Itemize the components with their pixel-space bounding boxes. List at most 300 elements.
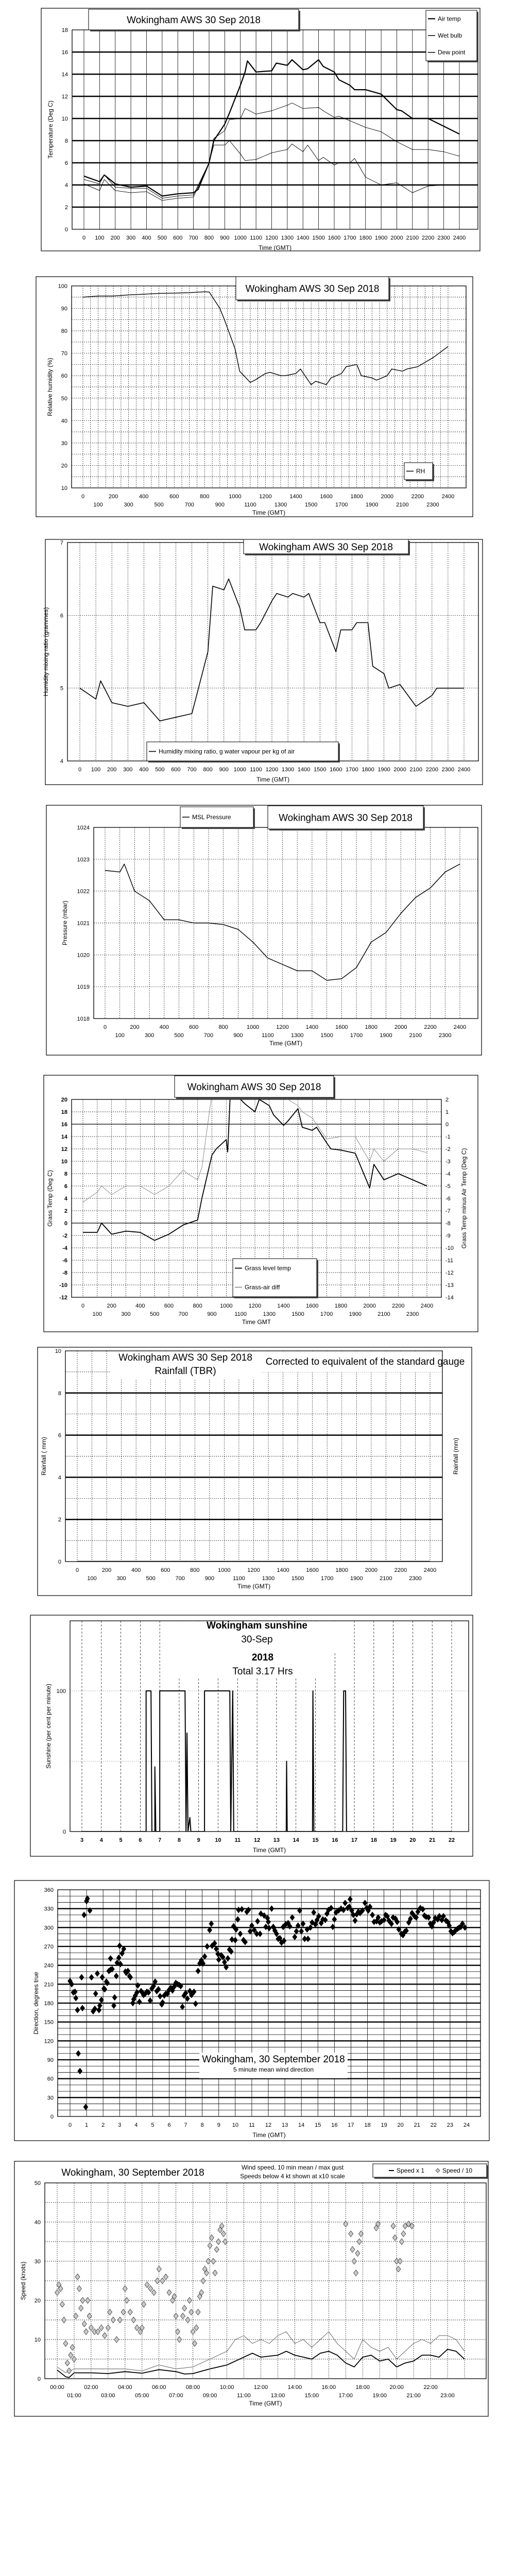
x-tick-label: 1000 [246, 1024, 260, 1030]
x-tick-label: 1400 [297, 235, 310, 241]
legend-label: Grass level temp [245, 1264, 291, 1272]
x-tick-label: 20 [409, 1837, 416, 1843]
x-tick-label: 16 [331, 2122, 338, 2128]
x-tick-label: 2100 [409, 1032, 422, 1039]
y-right-tick-label: -7 [445, 1208, 451, 1214]
x-tick-label: 10 [215, 1837, 221, 1843]
x-tick-label: 800 [218, 1024, 228, 1030]
x-tick-label: 1500 [314, 767, 327, 773]
chart-subtitle: Speeds below 4 kt shown at x10 scale [240, 2173, 345, 2180]
x-tick-label: 22 [448, 1837, 455, 1843]
x-tick-label: 19 [390, 1837, 397, 1843]
x-tick-label: 1700 [344, 235, 356, 241]
x-tick-label: 1200 [276, 1024, 289, 1030]
x-tick-label: 4 [134, 2122, 138, 2128]
y-tick-label: 10 [34, 2337, 41, 2343]
y-axis-label: Rainfall ( mm) [40, 1437, 47, 1476]
y-tick-label: 60 [47, 2076, 54, 2082]
chart-c5 [44, 1075, 478, 1332]
y-tick-label: 7 [60, 540, 63, 546]
y-tick-label: 14 [61, 72, 68, 78]
x-tick-label: 2300 [409, 1575, 422, 1582]
y-tick-label: 60 [61, 373, 67, 380]
x-tick-label: 700 [178, 1311, 188, 1317]
legend-label: Speed / 10 [442, 2167, 473, 2174]
chart-c1 [41, 8, 480, 251]
x-tick-label: 1500 [320, 1032, 333, 1039]
y-tick-label: 30 [34, 2259, 41, 2265]
x-tick-label: 500 [174, 1032, 184, 1039]
y-tick-label: 18 [61, 27, 68, 33]
x-tick-label: 13 [281, 2122, 288, 2128]
x-tick-label: 600 [171, 767, 181, 773]
y-axis-label: Direction, degrees true [32, 1972, 40, 2035]
x-tick-label: 20 [397, 2122, 404, 2128]
y-right-tick-label: -11 [445, 1258, 454, 1264]
x-tick-label: 800 [204, 235, 214, 241]
legend-label: RH [416, 467, 425, 475]
x-tick-label: 2400 [453, 1024, 467, 1030]
y-tick-label: 30 [61, 440, 67, 447]
legend-label: Wet bulb [438, 32, 462, 39]
y-right-axis-label: Grass Temp minus Air Temp (Deg C) [460, 1148, 468, 1249]
y-tick-label: 2 [64, 1208, 67, 1214]
x-tick-label: 19 [381, 2122, 387, 2128]
x-tick-label: 2300 [426, 502, 439, 508]
y-tick-label: 20 [34, 2298, 41, 2304]
x-tick-label: 14 [293, 1837, 299, 1843]
x-tick-label: 600 [169, 494, 179, 500]
x-tick-label: 1500 [304, 502, 318, 508]
x-tick-label: 0 [81, 1303, 85, 1309]
y-tick-label: 0 [50, 2114, 54, 2120]
x-tick-label: 600 [189, 1024, 199, 1030]
x-tick-label: 11 [234, 1837, 241, 1843]
y-tick-label: 10 [61, 116, 68, 122]
x-tick-label: 18 [364, 2122, 371, 2128]
x-tick-label: 24 [463, 2122, 470, 2128]
x-tick-label: 100 [87, 1575, 97, 1582]
x-tick-label: 400 [142, 235, 151, 241]
y-right-tick-label: -5 [445, 1183, 451, 1190]
x-tick-label: 300 [123, 767, 133, 773]
x-tick-label: 05:00 [135, 2393, 149, 2399]
y-right-tick-label: -10 [445, 1245, 454, 1251]
y-right-tick-label: -8 [445, 1221, 451, 1227]
x-tick-label: 1800 [350, 494, 363, 500]
x-tick-label: 1300 [263, 1311, 276, 1317]
x-tick-label: 19:00 [372, 2393, 387, 2399]
x-tick-label: 15 [312, 1837, 319, 1843]
y-tick-label: -4 [62, 1245, 67, 1251]
x-tick-label: 12:00 [253, 2384, 268, 2391]
x-tick-label: 2100 [409, 767, 422, 773]
x-tick-label: 200 [107, 1303, 116, 1309]
y-tick-label: 12 [61, 1146, 67, 1153]
x-tick-label: 1100 [250, 767, 262, 773]
x-tick-label: 2000 [393, 767, 406, 773]
x-tick-label: 10 [232, 2122, 238, 2128]
x-tick-label: 18 [370, 1837, 377, 1843]
y-tick-label: 4 [58, 1475, 61, 1481]
y-tick-label: 12 [61, 94, 68, 100]
x-axis-label: Time (GMT) [237, 1583, 271, 1590]
y-right-tick-label: -14 [445, 1295, 454, 1301]
x-tick-label: 500 [155, 767, 165, 773]
x-tick-label: 900 [233, 1032, 243, 1039]
x-tick-label: 9 [217, 2122, 220, 2128]
x-tick-label: 1400 [277, 1303, 290, 1309]
x-tick-label: 2400 [457, 767, 471, 773]
y-tick-label: 10 [55, 1348, 61, 1354]
x-tick-label: 0 [81, 494, 85, 500]
x-tick-label: 1900 [366, 502, 379, 508]
x-tick-label: 16 [332, 1837, 338, 1843]
x-tick-label: 800 [200, 494, 210, 500]
x-tick-label: 01:00 [67, 2393, 81, 2399]
y-tick-label: 70 [61, 350, 67, 357]
y-tick-label: 1020 [77, 952, 90, 959]
x-tick-label: 1 [85, 2122, 89, 2128]
y-tick-label: 0 [64, 1221, 67, 1227]
y-axis-label: Sunshine (per cent per minute) [45, 1684, 52, 1769]
x-tick-label: 20:00 [389, 2384, 404, 2391]
y-tick-label: 360 [44, 1887, 54, 1893]
x-tick-label: 400 [159, 1024, 169, 1030]
y-tick-label: 6 [64, 1183, 67, 1190]
x-tick-label: 9 [197, 1837, 200, 1843]
x-tick-label: 1100 [233, 1575, 245, 1582]
x-tick-label: 1100 [244, 502, 256, 508]
y-tick-label: -6 [62, 1258, 67, 1264]
y-tick-label: 4 [64, 182, 68, 189]
legend-label: Humidity mixing ratio, g water vapour per kg of air [159, 748, 295, 755]
x-tick-label: 500 [154, 502, 164, 508]
y-tick-label: 270 [44, 1944, 54, 1950]
y-tick-label: 16 [61, 49, 68, 56]
x-tick-label: 900 [207, 1311, 217, 1317]
chart-c3 [42, 539, 483, 785]
chart-title: Wokingham AWS 30 Sep 2018 [127, 15, 261, 26]
x-tick-label: 300 [126, 235, 136, 241]
x-tick-label: 2400 [423, 1567, 437, 1573]
x-tick-label: 1200 [259, 494, 272, 500]
y-tick-label: 40 [34, 2219, 41, 2226]
x-tick-label: 1000 [233, 767, 247, 773]
x-tick-label: 1900 [350, 1575, 363, 1582]
chart-c7 [30, 1615, 473, 1856]
y-tick-label: -12 [59, 1295, 67, 1301]
x-tick-label: 2100 [406, 235, 419, 241]
y-right-tick-label: -13 [445, 1282, 454, 1289]
y-tick-label: 90 [47, 2057, 54, 2063]
x-tick-label: 1600 [335, 1024, 348, 1030]
x-tick-label: 1600 [320, 494, 333, 500]
x-tick-label: 700 [188, 235, 198, 241]
x-tick-label: 15:00 [304, 2393, 319, 2399]
y-tick-label: 1018 [77, 1016, 90, 1022]
x-tick-label: 22:00 [423, 2384, 438, 2391]
chart-title: Wokingham AWS 30 Sep 2018 [279, 812, 413, 824]
x-tick-label: 400 [135, 1303, 145, 1309]
x-tick-label: 400 [139, 494, 149, 500]
x-tick-label: 2000 [365, 1567, 378, 1573]
x-tick-label: 3 [118, 2122, 122, 2128]
x-tick-label: 1200 [265, 235, 278, 241]
y-tick-label: 120 [44, 2038, 54, 2045]
x-tick-label: 0 [75, 1567, 79, 1573]
x-tick-label: 07:00 [168, 2393, 183, 2399]
x-tick-label: 2000 [363, 1303, 376, 1309]
x-tick-label: 1600 [330, 767, 342, 773]
chart-title: Wokingham AWS 30 Sep 2018 [118, 1352, 252, 1363]
x-tick-label: 14 [298, 2122, 305, 2128]
x-tick-label: 5 [151, 2122, 154, 2128]
x-tick-label: 12 [253, 1837, 261, 1843]
x-tick-label: 11:00 [237, 2393, 251, 2399]
chart-frame [14, 2161, 488, 2416]
y-tick-label: 90 [61, 306, 67, 312]
x-tick-label: 1900 [349, 1311, 362, 1317]
y-tick-label: 2 [58, 1517, 61, 1523]
x-tick-label: 17 [348, 2122, 354, 2128]
x-tick-label: 1300 [274, 502, 287, 508]
chart-c2 [36, 277, 473, 517]
x-tick-label: 1200 [265, 767, 279, 773]
x-tick-label: 2400 [453, 235, 466, 241]
x-tick-label: 2400 [420, 1303, 434, 1309]
y-tick-label: 1022 [77, 888, 90, 895]
x-tick-label: 1800 [359, 235, 372, 241]
x-tick-label: 800 [193, 1303, 202, 1309]
x-tick-label: 2300 [406, 1311, 419, 1317]
x-tick-label: 3 [80, 1837, 84, 1843]
chart-subtitle: Wind speed, 10 min mean / max gust [241, 2164, 344, 2171]
x-tick-label: 700 [187, 767, 197, 773]
x-tick-label: 700 [184, 502, 194, 508]
x-tick-label: 1500 [312, 235, 325, 241]
x-tick-label: 17:00 [338, 2393, 353, 2399]
x-tick-label: 2000 [394, 1024, 407, 1030]
x-tick-label: 2 [101, 2122, 105, 2128]
chart-subtitle: 5 minute mean wind direction [233, 2066, 314, 2073]
x-tick-label: 14:00 [287, 2384, 302, 2391]
x-tick-label: 13:00 [270, 2393, 285, 2399]
x-tick-label: 100 [95, 235, 105, 241]
x-axis-label: Time (GMT) [252, 1846, 286, 1854]
x-tick-label: 08:00 [185, 2384, 200, 2391]
x-tick-label: 2100 [380, 1575, 392, 1582]
y-tick-label: 6 [60, 613, 63, 619]
x-tick-label: 200 [130, 1024, 140, 1030]
x-tick-label: 10:00 [219, 2384, 234, 2391]
chart-date: 30-Sep [241, 1634, 273, 1645]
x-tick-label: 1800 [335, 1567, 348, 1573]
x-tick-label: 2200 [424, 1024, 437, 1030]
x-tick-label: 1000 [229, 494, 242, 500]
x-tick-label: 1600 [306, 1567, 319, 1573]
x-tick-label: 11 [249, 2122, 255, 2128]
y-tick-label: 40 [61, 418, 67, 425]
x-tick-label: 03:00 [101, 2393, 115, 2399]
y-right-tick-label: -12 [445, 1270, 454, 1276]
x-tick-label: 2100 [377, 1311, 390, 1317]
y-tick-label: 1021 [77, 920, 90, 927]
x-tick-label: 09:00 [202, 2393, 217, 2399]
x-tick-label: 100 [91, 767, 101, 773]
x-tick-label: 2300 [437, 235, 450, 241]
x-tick-label: 1300 [262, 1575, 275, 1582]
chart-title: Wokingham sunshine [206, 1620, 308, 1631]
x-tick-label: 1900 [374, 235, 388, 241]
x-tick-label: 2300 [441, 767, 455, 773]
y-tick-label: 330 [44, 1906, 54, 1912]
y-right-tick-label: -3 [445, 1159, 451, 1165]
x-tick-label: 4 [99, 1837, 103, 1843]
y-tick-label: 0 [58, 1559, 61, 1565]
x-tick-label: 1700 [335, 502, 348, 508]
chart-subtitle: Rainfall (TBR) [154, 1366, 216, 1377]
y-axis-label: Speed (knots) [20, 2261, 27, 2300]
y-tick-label: 210 [44, 1981, 54, 1988]
x-tick-label: 1800 [334, 1303, 348, 1309]
x-tick-label: 6 [167, 2122, 171, 2128]
y-tick-label: 50 [61, 395, 67, 402]
x-tick-label: 1000 [234, 235, 247, 241]
chart-c4 [46, 805, 482, 1055]
x-tick-label: 7 [158, 1837, 162, 1843]
legend-label: Grass-air diff [245, 1283, 280, 1291]
y-tick-label: 4 [64, 1196, 67, 1202]
y-tick-label: -2 [62, 1233, 67, 1239]
x-tick-label: 23:00 [440, 2393, 455, 2399]
x-tick-label: 900 [215, 502, 225, 508]
x-tick-label: 700 [203, 1032, 214, 1039]
x-tick-label: 21 [414, 2122, 420, 2128]
y-tick-label: 8 [64, 138, 68, 144]
x-tick-label: 300 [124, 502, 133, 508]
x-tick-label: 400 [139, 767, 149, 773]
x-tick-label: 100 [115, 1032, 125, 1039]
x-axis-label: Time (GMT) [256, 776, 290, 783]
chart-title: Wokingham AWS 30 Sep 2018 [245, 283, 380, 295]
x-tick-label: 200 [101, 1567, 112, 1573]
x-tick-label: 04:00 [118, 2384, 132, 2391]
x-tick-label: 1300 [290, 1032, 304, 1039]
chart-title: Wokingham, 30 September 2018 [202, 2054, 345, 2065]
x-tick-label: 0 [82, 235, 86, 241]
x-tick-label: 2200 [422, 235, 435, 241]
y-right-tick-label: 2 [445, 1097, 449, 1103]
x-tick-label: 1800 [365, 1024, 377, 1030]
chart-frame [41, 8, 480, 251]
x-tick-label: 200 [108, 494, 118, 500]
chart-title: Wokingham AWS 30 Sep 2018 [187, 1082, 321, 1093]
y-right-tick-label: -4 [445, 1171, 451, 1177]
x-tick-label: 1200 [248, 1303, 262, 1309]
y-tick-label: 0 [64, 227, 68, 233]
x-tick-label: 1100 [261, 1032, 274, 1039]
x-tick-label: 800 [203, 767, 213, 773]
y-right-tick-label: -9 [445, 1233, 451, 1239]
x-tick-label: 1800 [362, 767, 374, 773]
x-tick-label: 2200 [425, 767, 439, 773]
chart-c9 [14, 2161, 488, 2416]
x-tick-label: 1700 [346, 767, 358, 773]
x-tick-label: 1300 [281, 235, 294, 241]
x-tick-label: 18:00 [355, 2384, 370, 2391]
x-tick-label: 1400 [289, 494, 302, 500]
y-tick-label: 14 [61, 1134, 67, 1140]
y-tick-label: 150 [44, 2019, 54, 2026]
x-tick-label: 700 [175, 1575, 185, 1582]
chart-total: Total 3.17 Hrs [232, 1666, 293, 1677]
y-right-axis-label: Rainfall (mm) [452, 1437, 459, 1475]
x-tick-label: 2400 [441, 494, 455, 500]
y-tick-label: 1023 [77, 856, 90, 863]
x-axis-label: Time (GMT) [249, 2400, 282, 2407]
y-tick-label: 10 [61, 485, 67, 492]
x-tick-label: 7 [184, 2122, 187, 2128]
x-tick-label: 300 [116, 1575, 126, 1582]
x-tick-label: 200 [107, 767, 117, 773]
x-tick-label: 900 [219, 767, 229, 773]
x-tick-label: 15 [315, 2122, 321, 2128]
x-axis-label: Time (GMT) [269, 1040, 303, 1047]
x-tick-label: 1500 [291, 1575, 304, 1582]
x-tick-label: 1100 [250, 235, 262, 241]
x-tick-label: 1000 [218, 1567, 231, 1573]
y-axis-label: Humidity mixing ratio (grammes) [42, 607, 49, 697]
x-tick-label: 1700 [320, 1575, 334, 1582]
y-tick-label: 50 [34, 2180, 41, 2187]
x-tick-label: 21:00 [406, 2393, 421, 2399]
y-axis-label: Grass Temp (Deg C) [46, 1170, 54, 1227]
y-tick-label: 8 [58, 1390, 61, 1397]
x-tick-label: 300 [121, 1311, 131, 1317]
chart-title: Wokingham AWS 30 Sep 2018 [259, 542, 393, 553]
x-tick-label: 1400 [277, 1567, 289, 1573]
x-tick-label: 0 [103, 1024, 107, 1030]
x-tick-label: 00:00 [50, 2384, 64, 2391]
chart-frame [46, 805, 482, 1055]
x-tick-label: 0 [78, 767, 82, 773]
y-tick-label: 2 [64, 205, 68, 211]
y-tick-label: -10 [59, 1282, 67, 1289]
x-tick-label: 0 [68, 2122, 72, 2128]
x-tick-label: 22 [430, 2122, 437, 2128]
chart-year: 2018 [251, 1652, 274, 1663]
x-tick-label: 1700 [350, 1032, 363, 1039]
y-axis-label: Relative humidity (%) [46, 358, 54, 416]
x-axis-label: Time (GMT) [252, 509, 286, 516]
y-right-tick-label: -6 [445, 1196, 451, 1202]
legend-label: MSL Pressure [192, 814, 231, 821]
x-axis-label: Time (GMT) [258, 244, 292, 251]
x-tick-label: 900 [204, 1575, 215, 1582]
x-tick-label: 2300 [439, 1032, 452, 1039]
x-tick-label: 1200 [247, 1567, 260, 1573]
chart-c8 [14, 1880, 489, 2141]
y-axis-label: Temperature (Deg C) [47, 100, 54, 159]
chart-note: Corrected to equivalent of the standard gauge [265, 1357, 465, 1367]
x-tick-label: 21 [429, 1837, 436, 1843]
x-tick-label: 2000 [390, 235, 403, 241]
x-tick-label: 900 [220, 235, 230, 241]
y-tick-label: 240 [44, 1962, 54, 1969]
x-tick-label: 1900 [380, 1032, 392, 1039]
x-tick-label: 100 [92, 1311, 102, 1317]
